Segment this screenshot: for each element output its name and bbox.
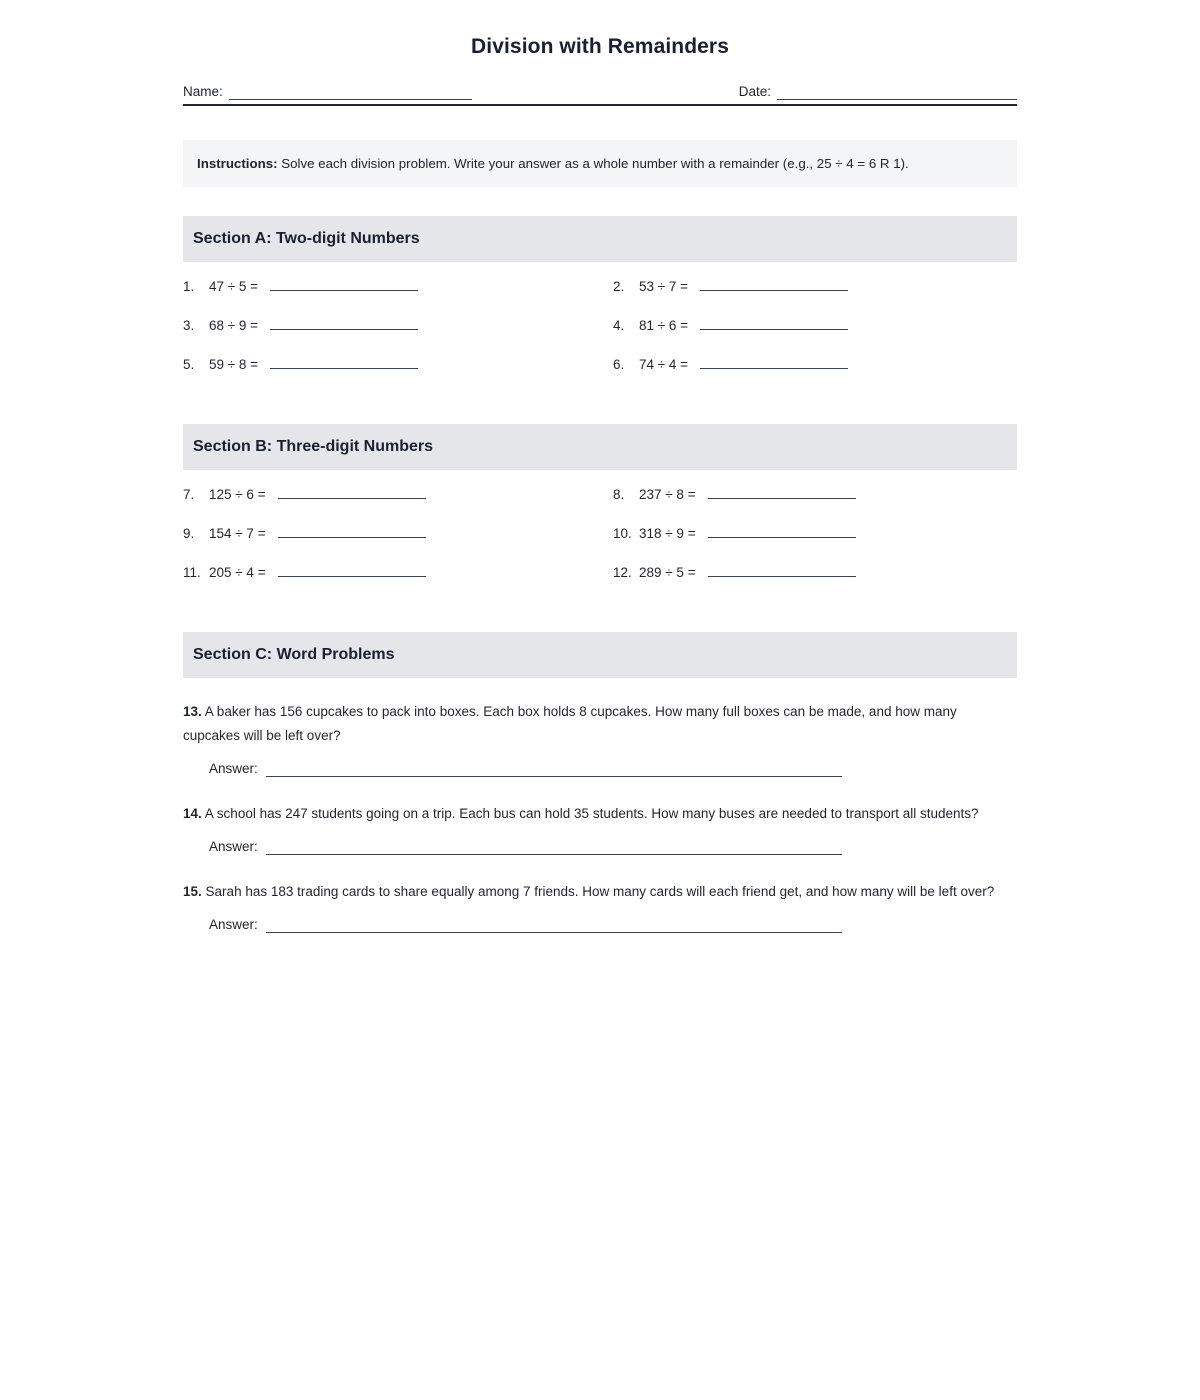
problem-item <box>613 317 1017 356</box>
problem-expression: 53 ÷ 7 = <box>639 279 689 294</box>
name-label: Name: <box>183 84 223 99</box>
problem-number: 6. <box>613 357 625 372</box>
worksheet-body <box>183 0 1017 933</box>
section-header-a: Section A: Two-digit Numbers <box>183 216 1017 262</box>
problem-answer-blank[interactable] <box>270 356 418 369</box>
problem-answer-blank[interactable] <box>700 356 848 369</box>
problem-number: 3. <box>183 318 195 333</box>
problem-answer-blank[interactable] <box>270 317 418 330</box>
name-input-blank[interactable] <box>229 86 472 100</box>
problem-grid-a <box>183 278 1017 395</box>
problem-number: 10. <box>613 526 632 541</box>
instructions-text: Solve each division problem. Write your answer as a whole number with a remainder (e.g., 25 ÷ 4 = 6 R 1). <box>281 156 909 171</box>
problem-expression: 318 ÷ 9 = <box>639 526 696 541</box>
answer-row <box>183 838 1017 855</box>
problem-answer-blank[interactable] <box>700 278 848 291</box>
problem-answer-blank[interactable] <box>270 278 418 291</box>
problem-item <box>613 564 1017 603</box>
problem-number: 7. <box>183 487 195 502</box>
problem-item <box>183 317 613 356</box>
problem-expression: 68 ÷ 9 = <box>209 318 259 333</box>
problem-expression: 154 ÷ 7 = <box>209 526 266 541</box>
name-field-group <box>183 84 472 100</box>
problem-answer-blank[interactable] <box>278 564 426 577</box>
problem-expression: 59 ÷ 8 = <box>209 357 259 372</box>
section-header-b: Section B: Three-digit Numbers <box>183 424 1017 470</box>
problem-number: 12. <box>613 565 632 580</box>
page-title: Division with Remainders <box>471 35 729 58</box>
problem-answer-blank[interactable] <box>708 525 856 538</box>
answer-row <box>183 760 1017 777</box>
problem-expression: 289 ÷ 5 = <box>639 565 696 580</box>
word-problem-body: A school has 247 students going on a trip. Each bus can hold 35 students. How many buses are needed to transport all students? <box>204 806 979 821</box>
student-meta-row <box>183 84 1017 106</box>
problem-expression: 237 ÷ 8 = <box>639 487 696 502</box>
problem-item <box>613 525 1017 564</box>
word-problem-text <box>183 700 1001 748</box>
problem-number: 2. <box>613 279 625 294</box>
problem-item <box>183 525 613 564</box>
problem-grid-b <box>183 486 1017 603</box>
problem-expression: 81 ÷ 6 = <box>639 318 689 333</box>
date-field-group <box>739 84 1017 100</box>
problem-item <box>613 356 1017 395</box>
problem-answer-blank[interactable] <box>700 317 848 330</box>
word-problem-item <box>183 802 1017 855</box>
word-problem-text <box>183 880 1001 904</box>
word-problem-text <box>183 802 1001 826</box>
problem-answer-blank[interactable] <box>708 564 856 577</box>
answer-label: Answer: <box>209 839 258 854</box>
problem-number: 9. <box>183 526 195 541</box>
word-problem-number: 15. <box>183 884 202 899</box>
answer-label: Answer: <box>209 761 258 776</box>
problem-expression: 74 ÷ 4 = <box>639 357 689 372</box>
problem-number: 1. <box>183 279 195 294</box>
problem-number: 11. <box>183 565 201 580</box>
answer-label: Answer: <box>209 917 258 932</box>
word-problem-body: Sarah has 183 trading cards to share equally among 7 friends. How many cards will each friend get, and how many will be left over? <box>205 884 995 899</box>
problem-number: 4. <box>613 318 625 333</box>
problem-number: 8. <box>613 487 625 502</box>
problem-item <box>183 278 613 317</box>
answer-blank[interactable] <box>266 919 842 933</box>
word-problem-item <box>183 700 1017 777</box>
date-label: Date: <box>738 84 771 99</box>
problem-number: 5. <box>183 357 195 372</box>
answer-blank[interactable] <box>266 763 842 777</box>
problem-item <box>613 278 1017 317</box>
word-problem-number: 13. <box>183 704 202 719</box>
word-problem-item <box>183 880 1017 933</box>
problem-answer-blank[interactable] <box>278 525 426 538</box>
problem-item <box>613 486 1017 525</box>
problem-answer-blank[interactable] <box>708 486 856 499</box>
date-input-blank[interactable] <box>777 86 1017 100</box>
answer-row <box>183 916 1017 933</box>
instructions-box <box>183 140 1017 187</box>
problem-item <box>183 356 613 395</box>
problem-expression: 47 ÷ 5 = <box>209 279 259 294</box>
word-problem-list <box>183 700 1017 933</box>
instructions-label: Instructions: <box>197 156 278 171</box>
section-header-c: Section C: Word Problems <box>183 632 1017 678</box>
problem-item <box>183 486 613 525</box>
problem-answer-blank[interactable] <box>278 486 426 499</box>
problem-item <box>183 564 613 603</box>
problem-expression: 125 ÷ 6 = <box>209 487 266 502</box>
answer-blank[interactable] <box>266 841 842 855</box>
word-problem-number: 14. <box>183 806 202 821</box>
problem-expression: 205 ÷ 4 = <box>209 565 266 580</box>
word-problem-body: A baker has 156 cupcakes to pack into boxes. Each box holds 8 cupcakes. How many full boxes can be made, and how many cupcakes will be left over? <box>183 704 957 743</box>
